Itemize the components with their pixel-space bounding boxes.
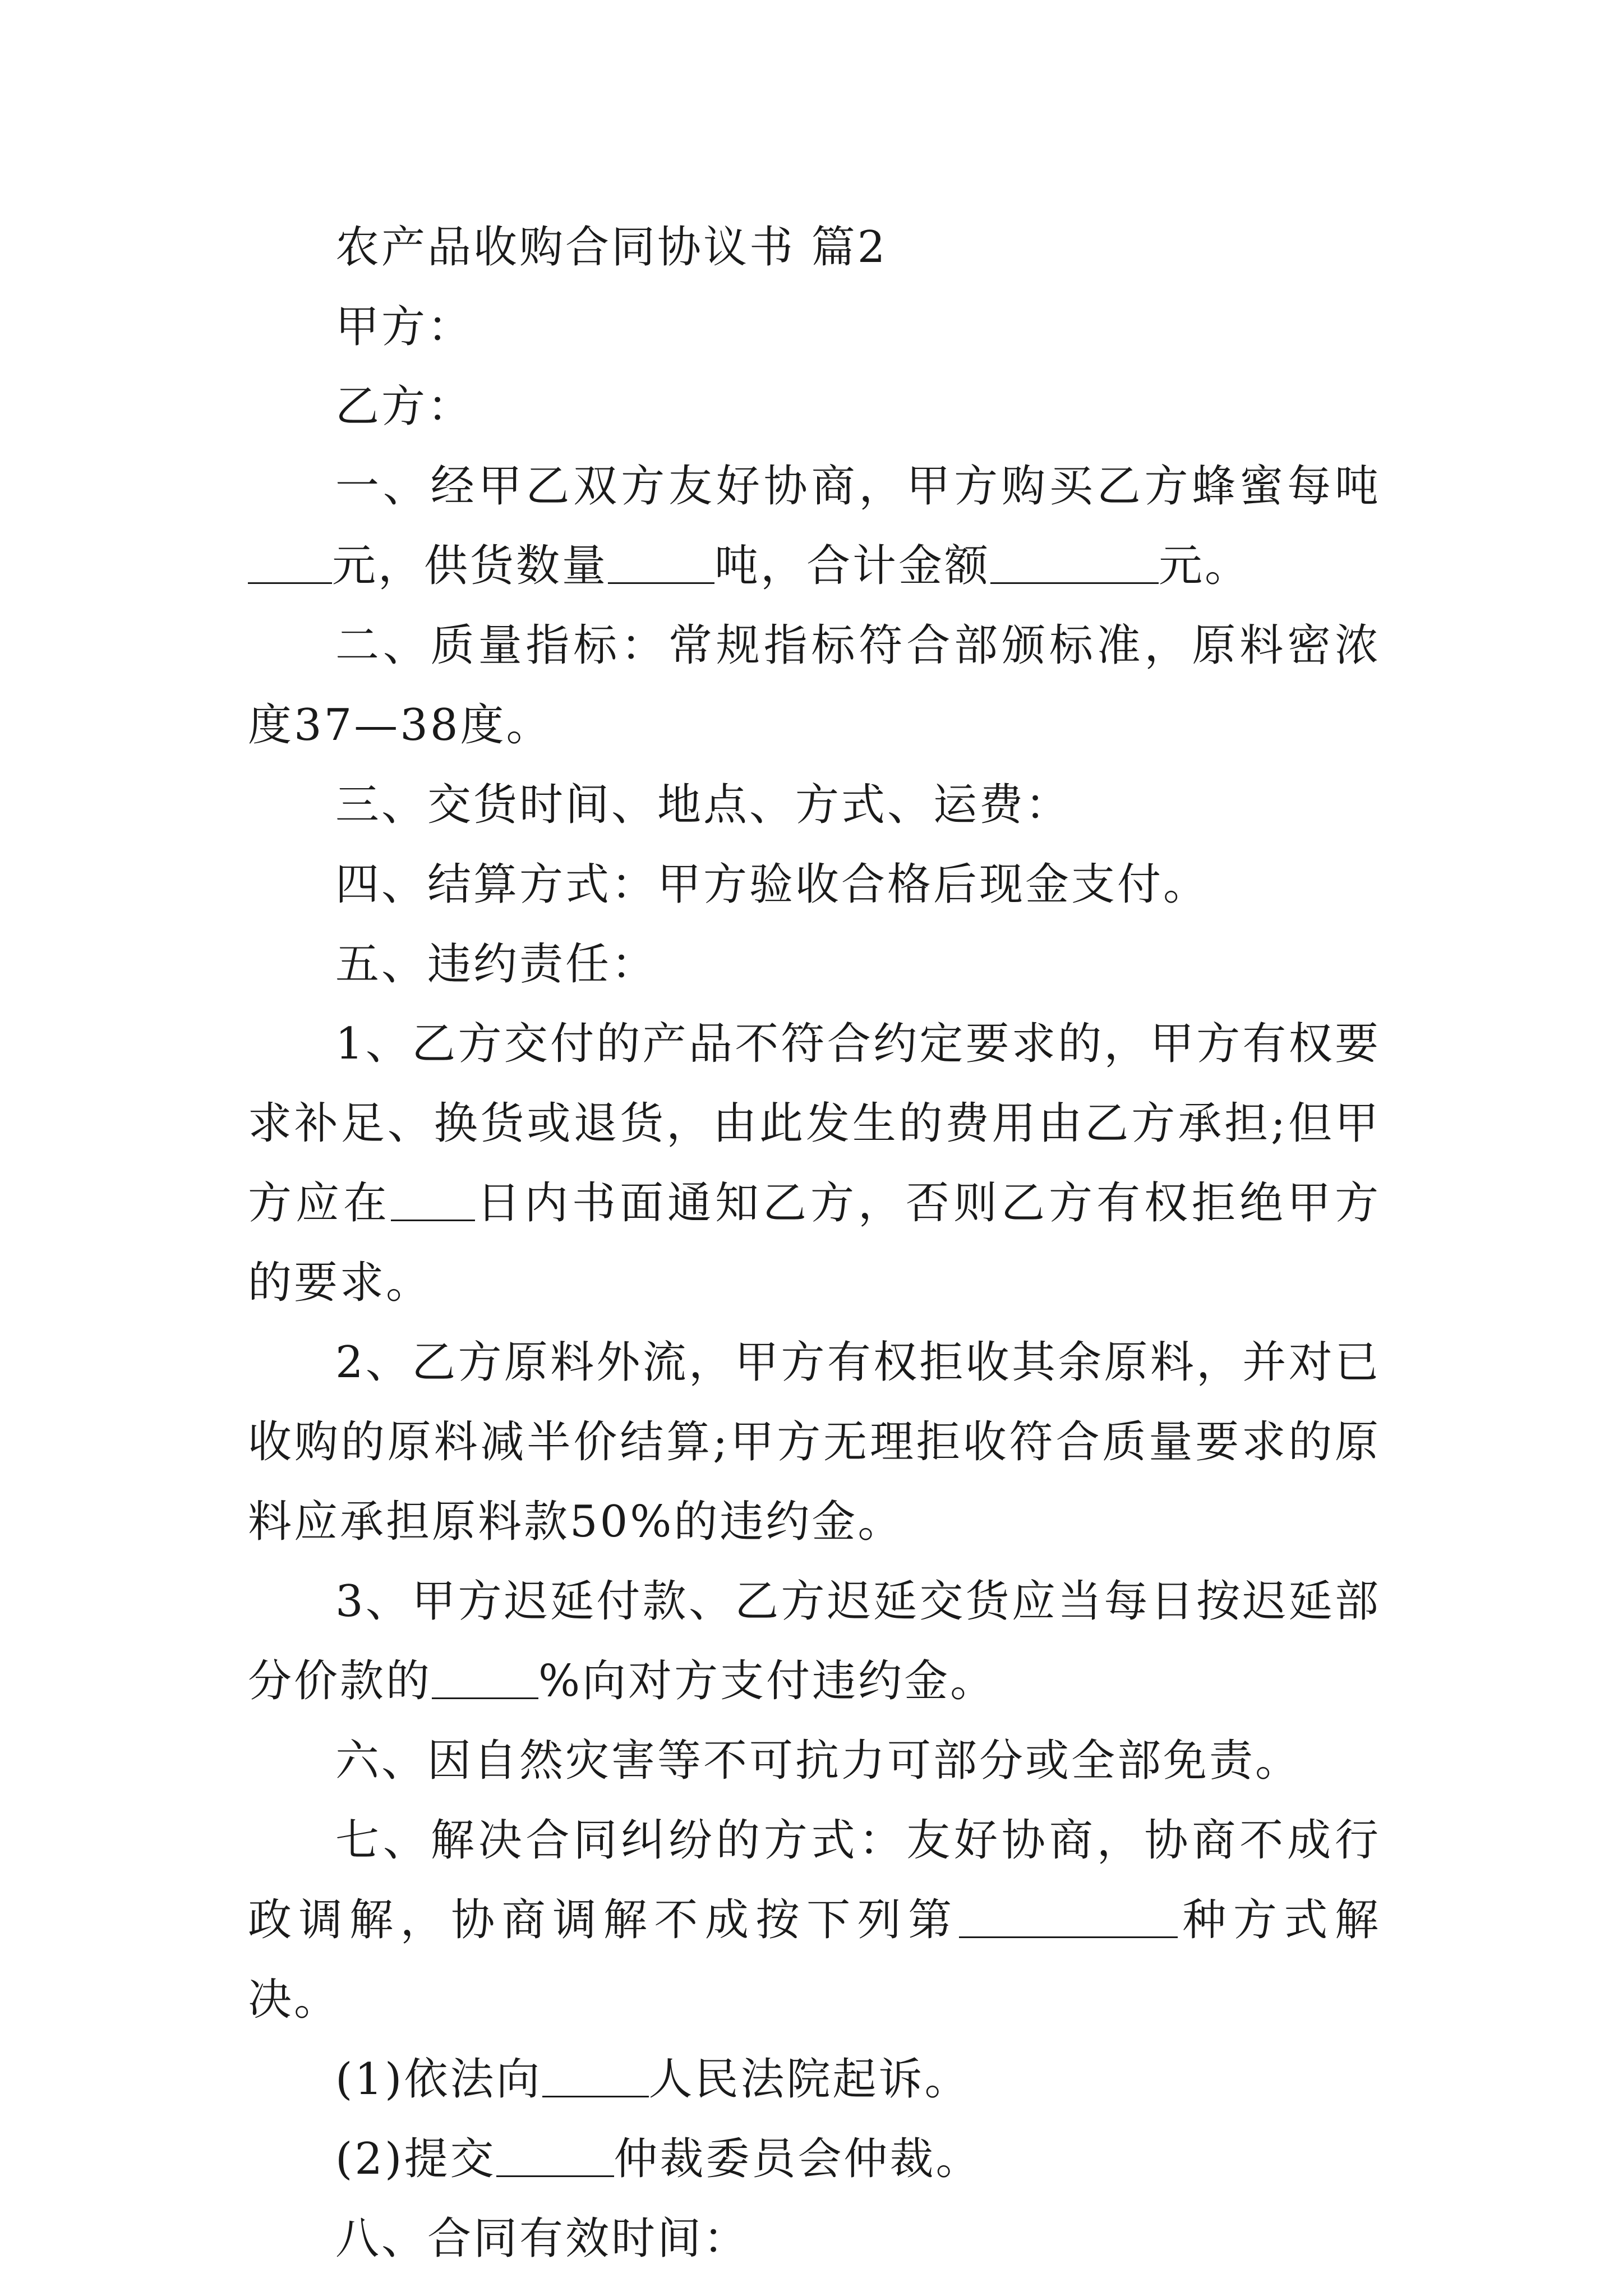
clause-3: 三、交货时间、地点、方式、运费： [335,780,1072,830]
liability-item-2: 2、乙方原料外流，甲方有权拒收其余原料，并对已收购的原料减半价结算;甲方无理拒收符合质量要求的原料应承担原料款50%的违约金。 [248,1337,1381,1547]
dispute-option-2: (2)提交 仲裁委员会仲裁。 [248,2119,1381,2199]
party-a-line: 甲方： [335,302,474,352]
court-blank [542,2052,649,2097]
days-blank [391,1176,475,1221]
clause-8: 八、合同有效时间： [335,2214,750,2264]
clause-7: 七、解决合同纠纷的方式：友好协商，协商不成行政调解，协商调解不成按下列第 种方式解决。 [248,1815,1381,2025]
percent-blank [432,1654,538,1699]
clause-1: 一、经甲乙双方友好协商，甲方购买乙方蜂蜜每吨元，供货数量 吨，合计金额 元。 [248,447,1381,606]
document-title: 农产品收购合同协议书 篇2 [335,222,888,273]
quantity-blank [608,539,714,584]
total-amount-blank [990,539,1159,584]
liability-item-1: 1、乙方交付的产品不符合约定要求的，甲方有权要求补足、换货或退货，由此发生的费用由乙方承担;但甲方应在 日内书面通知乙方，否则乙方有权拒绝甲方的要求。 [248,1019,1381,1308]
liability-item-3: 3、甲方迟延付款、乙方迟延交货应当每日按迟延部分价款的 %向对方支付违约金。 [248,1576,1381,1706]
price-blank [248,539,332,584]
clause-5: 五、违约责任： [335,939,658,990]
clause-2: 二、质量指标：常规指标符合部颁标准，原料密浓度37—38度。 [248,620,1381,751]
clause-4: 四、结算方式：甲方验收合格后现金支付。 [335,859,1210,910]
party-b-line: 乙方： [335,381,474,432]
clause-6: 六、因自然灾害等不可抗力可部分或全部免责。 [335,1736,1302,1786]
dispute-option-1: (1)依法向 人民法院起诉。 [248,2040,1381,2119]
method-number-blank [959,1893,1178,1938]
document-body [248,208,1381,2279]
arbitration-blank [496,2132,614,2177]
